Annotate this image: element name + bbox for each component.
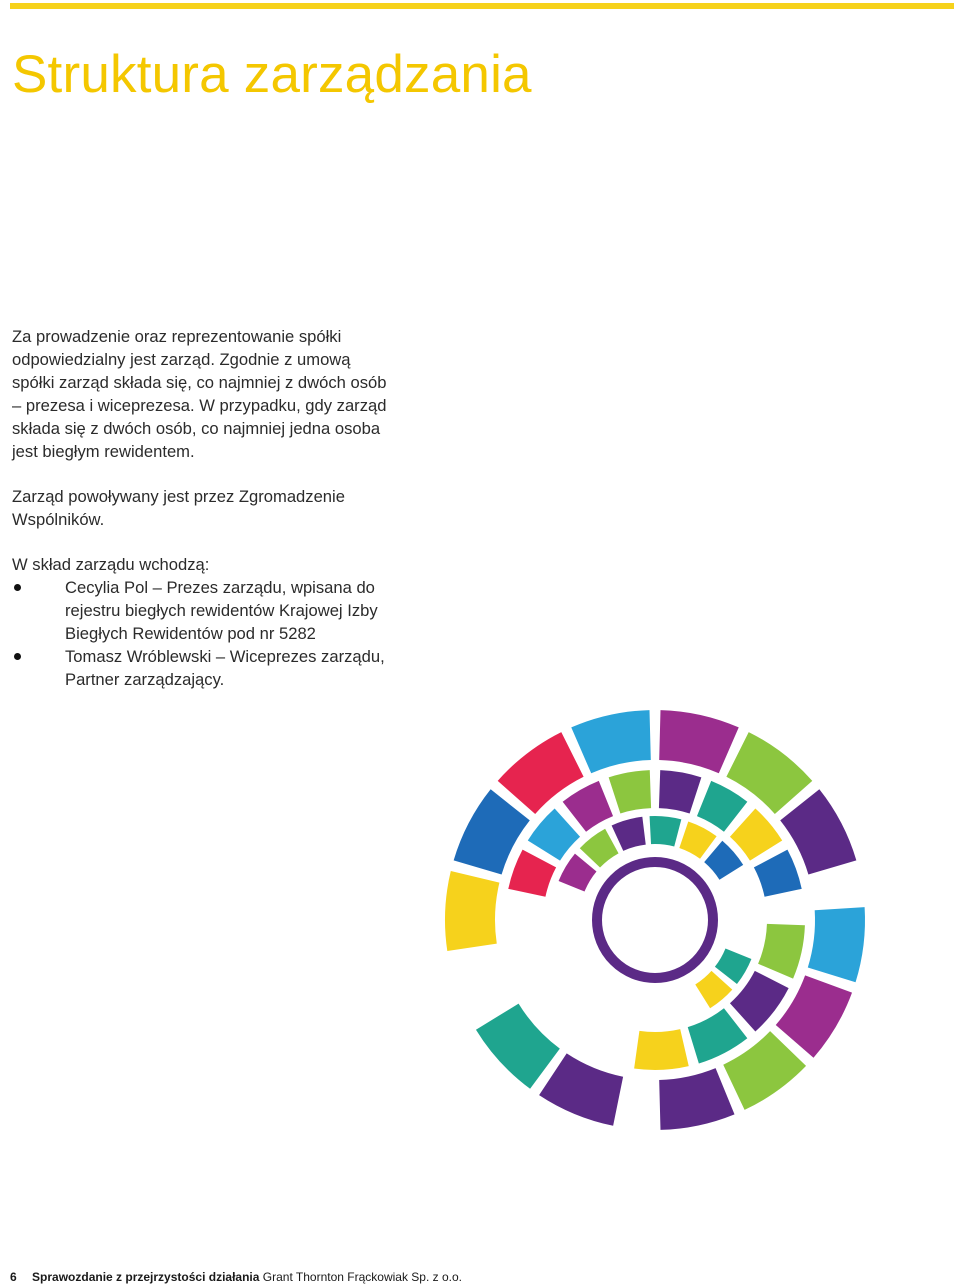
graphic-tile [508,850,556,897]
bullet-icon [14,584,21,591]
graphic-tile [659,770,701,813]
graphic-tile [754,850,802,897]
graphic-tile [715,948,752,984]
member-text: Tomasz Wróblewski – Wiceprezes zarządu, Partner zarządzający. [65,647,385,689]
tile-group [445,710,865,1130]
list-item [12,576,395,645]
graphic-tile [559,854,597,892]
page-number: 6 [10,1270,17,1284]
graphic-tile [695,971,732,1008]
graphic-tile [612,817,646,851]
graphic-tile [563,781,613,832]
body-text [12,325,392,691]
graphic-tile [808,907,865,982]
graphic-tile [476,1004,560,1089]
member-text: Cecylia Pol – Prezes zarządu, wpisana do rejestru biegłych rewidentów Krajowej Izby Biegłych Rewidentów pod nr 5282 [65,578,378,643]
graphic-tile [730,809,782,861]
top-yellow-rule [10,3,954,9]
paragraph-powolywanie: Zarząd powoływany jest przez Zgromadzenie Wspólników. [12,487,345,529]
graphic-tile [539,1053,623,1125]
paragraph-zarzad: Za prowadzenie oraz reprezentowanie spółki odpowiedzialny jest zarząd. Zgodnie z umową spółki zarząd składa się, co najmniej z dwóch osób – prezesa i wiceprezesa. W przypadku, gdy zarząd składa się z dwóch osób, co najmniej jedna osoba jest biegłym rewidentem. [12,327,387,461]
graphic-tile [634,1029,689,1070]
footer [10,1270,462,1284]
report-title: Sprawozdanie z przejrzystości działania [32,1270,260,1284]
page-title: Struktura zarządzania [12,45,532,104]
graphic-tile [688,1008,748,1063]
graphic-tile [704,841,743,880]
graphic-tile [445,871,499,951]
members-intro: W skład zarządu wchodzą: [12,555,210,574]
graphic-tile [659,710,739,773]
graphic-tile [659,1068,734,1130]
company-name: Grant Thornton Frąckowiak Sp. z o.o. [262,1270,462,1284]
decorative-radial-graphic [430,695,880,1145]
list-item [12,645,395,691]
graphic-tile [758,924,805,979]
graphic-tile [679,821,716,858]
graphic-tile [528,809,580,861]
graphic-tile [571,710,651,773]
graphic-tile [580,829,619,868]
graphic-tile [609,770,651,813]
center-ring [597,862,713,978]
bullet-icon [14,653,21,660]
graphic-tile [650,816,682,846]
graphic-tile [697,781,747,832]
members-list [12,576,392,691]
